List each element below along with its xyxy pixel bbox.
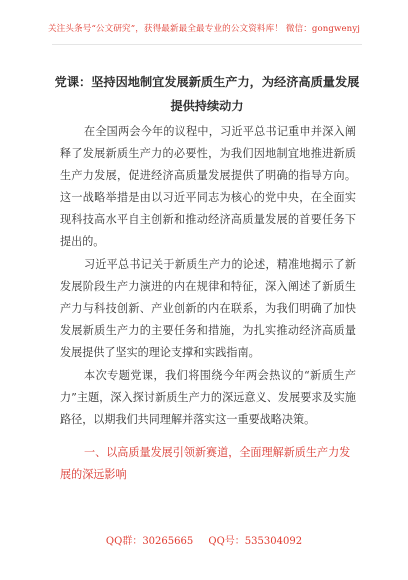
document-title: 党课：坚持因地制宜发展新质生产力，为经济高质量发展提供持续动力 bbox=[54, 75, 360, 113]
section-heading: 一、以高质量发展引领新赛道，全面理解新质生产力发展的深远影响 bbox=[60, 446, 351, 481]
body-paragraph-3: 本次专题党课，我们将围绕今年两会热议的“新质生产力”主题，深入探讨新质生产力的深远意义、发展要求及实施路径，以期我们共同理解并落实这一重要战略决策。 bbox=[60, 369, 356, 426]
footer-qq-number: QQ号：535304092 bbox=[208, 536, 303, 547]
body-paragraph-1: 在全国两会今年的议程中，习近平总书记重申并深入阐释了发展新质生产力的必要性，为我们因地制宜地推进新质生产力发展，促进经济高质量发展提供了明确的指导方向。这一战略举措是由以习近平同志为核心的党中央，在全面实现科技高水平自主创新和推动经济高质量发展的首要任务下提出的。 bbox=[60, 125, 356, 248]
body-paragraph-2: 习近平总书记关于新质生产力的论述，精准地揭示了新发展阶段生产力演进的内在规律和特征，深入阐述了新质生产力与科技创新、产业创新的内在联系，为我们明确了加快发展新质生产力的主要任务和措施，为扎实推动经济高质量发展提供了坚实的理论支撑和实践指南。 bbox=[60, 258, 356, 359]
header-promo-text: 关注头条号“公文研究”，获得最新最全最专业的公文资料库！ 微信：gongwenyj bbox=[47, 24, 361, 34]
header-divider bbox=[52, 44, 362, 45]
footer-qq-group: QQ群：30265665 bbox=[105, 536, 194, 547]
footer-contact bbox=[0, 532, 408, 547]
